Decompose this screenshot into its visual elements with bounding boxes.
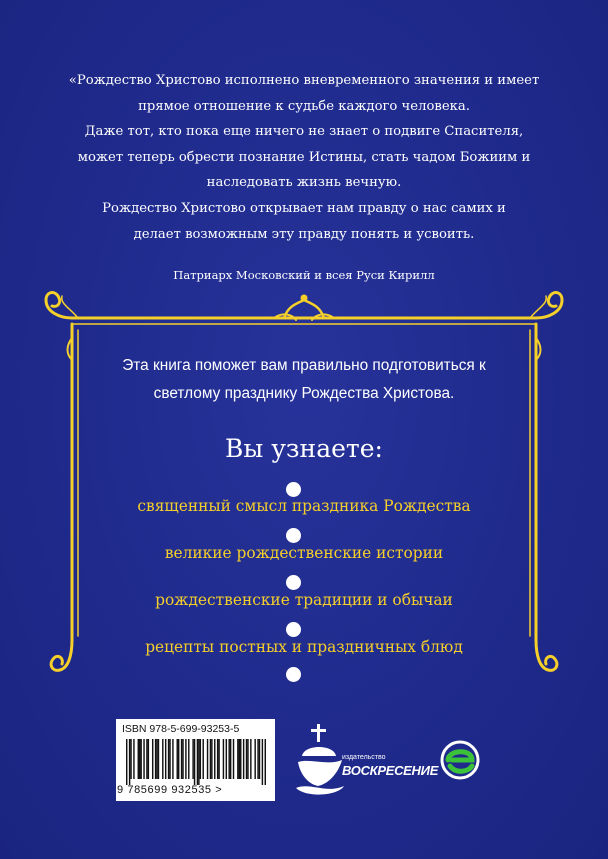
- barcode-bar: [148, 739, 149, 779]
- barcode-bar: [192, 739, 193, 779]
- cross-dome-icon: [292, 722, 348, 800]
- barcode-bar: [185, 739, 186, 779]
- learn-item: рецепты постных и праздничных блюд: [145, 638, 463, 656]
- barcode-bar: [207, 739, 208, 779]
- barcode-bar: [129, 739, 130, 785]
- barcode-panel: [116, 719, 275, 801]
- quote-line: делает возможным эту правду понять и усвоить.: [133, 226, 475, 242]
- barcode-bar: [233, 739, 234, 779]
- barcode-bar: [237, 739, 238, 779]
- barcode-bar: [200, 739, 201, 779]
- quote-line: Рождество Христово открывает нам правду о нас самих и: [102, 200, 506, 216]
- bullet-dot: [286, 667, 301, 682]
- barcode-bar: [247, 739, 248, 779]
- barcode-bar: [168, 739, 169, 779]
- barcode-bar: [162, 739, 163, 779]
- barcode-bar: [140, 739, 141, 779]
- barcode-digits: 9 785699 932535 >: [117, 784, 223, 796]
- bullet-dot: [286, 575, 301, 590]
- quote-line: Даже тот, кто пока еще ничего не знает о подвиге Спасителя,: [84, 124, 524, 140]
- barcode-bar: [228, 739, 229, 779]
- barcode-bar: [197, 739, 198, 785]
- barcode-bar: [194, 739, 195, 785]
- barcode-bar: [246, 739, 247, 779]
- barcode-bar: [230, 739, 231, 779]
- barcode-bar: [218, 739, 219, 779]
- learn-heading: Вы узнаете:: [225, 434, 383, 463]
- barcode-bar: [211, 739, 212, 779]
- bullet-dot: [286, 482, 301, 497]
- barcode-bar: [182, 739, 183, 779]
- barcode-bar: [210, 739, 211, 779]
- quote-line: может теперь обрести познание Истины, стать чадом Божиим и: [77, 149, 531, 165]
- barcode-bar: [257, 739, 258, 779]
- barcode-bar: [152, 739, 153, 779]
- barcode-bar: [165, 739, 166, 779]
- barcode-bar: [214, 739, 215, 779]
- barcode-bar: [143, 739, 144, 779]
- barcode-bar: [158, 739, 159, 779]
- intro-line: Эта книга поможет вам правильно подготовиться к: [122, 357, 486, 374]
- barcode-bar: [259, 739, 260, 779]
- barcode-bar: [217, 739, 218, 779]
- quote-line: «Рождество Христово исполнено вневременного значения и имеет: [68, 73, 540, 88]
- barcode-bar: [254, 739, 255, 779]
- barcode-bar: [155, 739, 156, 779]
- barcode-bar: [178, 739, 179, 779]
- barcode-bar: [156, 739, 157, 779]
- quote-line: наследовать жизнь вечную.: [206, 175, 402, 191]
- barcode-bar: [138, 739, 139, 779]
- learn-item: великие рождественские истории: [164, 544, 444, 562]
- eksmo-logo-icon: [440, 740, 480, 780]
- barcode-bar: [223, 739, 224, 779]
- barcode-bar: [240, 739, 241, 779]
- barcode-bar: [172, 739, 173, 779]
- barcode-bar: [226, 739, 227, 779]
- isbn-label: ISBN 978-5-699-93253-5: [122, 723, 240, 735]
- barcode-bar: [262, 739, 263, 785]
- barcode-bar: [202, 739, 203, 779]
- publisher-logo: [292, 722, 439, 800]
- barcode-bars: [126, 739, 266, 785]
- barcode-bar: [177, 739, 178, 779]
- publisher-name: ВОСКРЕСЕНИЕ: [342, 763, 439, 778]
- barcode-bar: [250, 739, 251, 779]
- publisher-small-label: издательство: [342, 754, 386, 761]
- barcode-bar: [146, 739, 147, 779]
- quote-author: Патриарх Московский и всея Руси Кирилл: [173, 268, 435, 282]
- barcode-bar: [181, 739, 182, 779]
- quote-line: прямое отношение к судьбе каждого человека.: [138, 98, 470, 114]
- barcode-bar: [198, 739, 199, 785]
- barcode-bar: [243, 739, 244, 779]
- barcode-bar: [130, 739, 131, 779]
- barcode-bar: [169, 739, 170, 779]
- barcode-bar: [188, 739, 189, 779]
- learn-item: священный смысл праздника Рождества: [137, 497, 471, 515]
- learn-item: рождественские традиции и обычаи: [155, 591, 453, 609]
- barcode-bar: [133, 739, 134, 779]
- barcode-bar: [139, 739, 140, 779]
- barcode-bar: [239, 739, 240, 779]
- bullet-dot: [286, 622, 301, 637]
- barcode-bar: [126, 739, 127, 785]
- bullet-dot: [286, 528, 301, 543]
- barcode-bar: [265, 739, 266, 785]
- intro-text: [90, 352, 518, 408]
- intro-line: светлому празднику Рождества Христова.: [153, 385, 455, 402]
